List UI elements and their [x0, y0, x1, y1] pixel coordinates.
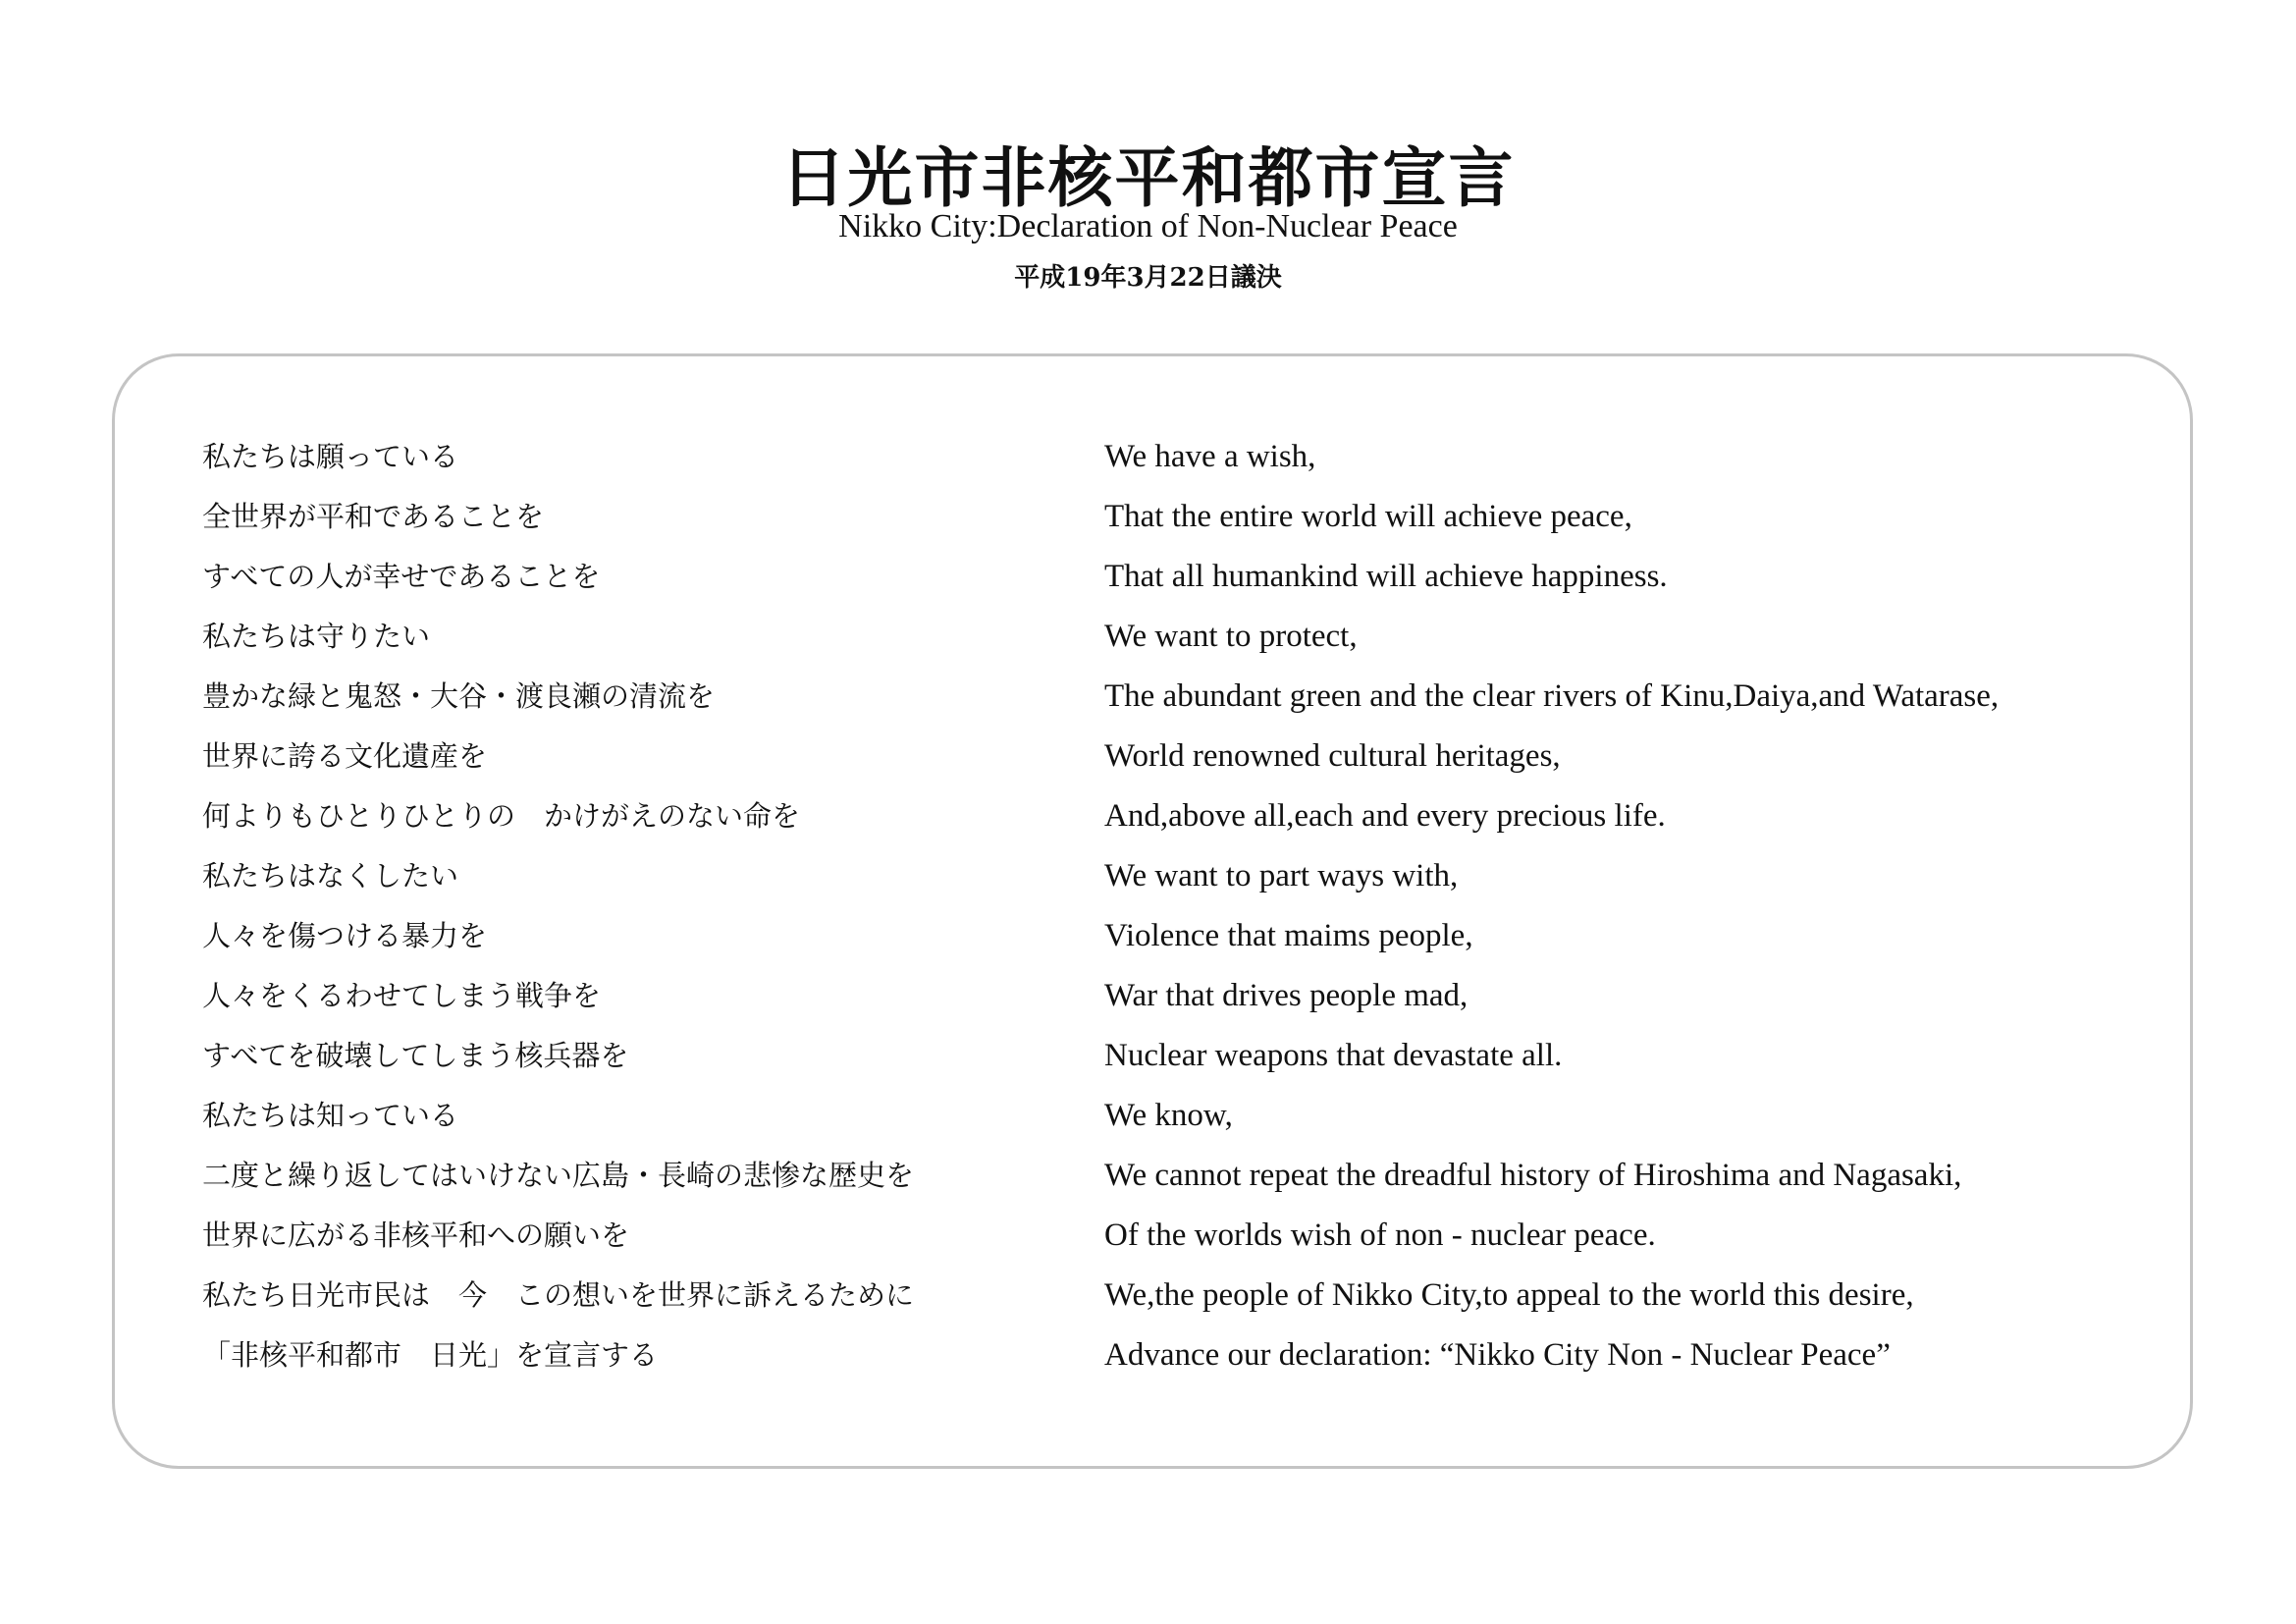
english-text-column [1104, 432, 1999, 1390]
japanese-line: 私たちは知っている [202, 1099, 459, 1132]
japanese-line: 私たちは願っている [202, 440, 459, 473]
english-line: Violence that maims people, [1104, 918, 1473, 953]
japanese-line: 私たち日光市民は 今 この想いを世界に訴えるために [202, 1278, 915, 1312]
japanese-line: 何よりもひとりひとりの かけがえのない命を [202, 799, 801, 833]
english-line: We cannot repeat the dreadful history of Hiroshima and Nagasaki, [1104, 1158, 1962, 1193]
japanese-line: 豊かな緑と鬼怒・大谷・渡良瀬の清流を [202, 679, 716, 713]
english-line: The abundant green and the clear rivers of Kinu,Daiya,and Watarase, [1104, 678, 2000, 714]
page-title: 日光市非核平和都市宣言 [780, 139, 1516, 216]
english-line: War that drives people mad, [1104, 978, 1468, 1013]
japanese-text-column [202, 432, 914, 1390]
english-line: That all humankind will achieve happiness. [1104, 559, 1668, 594]
japanese-line: 二度と繰り返してはいけない広島・長崎の悲惨な歴史を [202, 1159, 915, 1192]
english-line: And,above all,each and every precious life. [1104, 798, 1666, 834]
english-line: Of the worlds wish of non - nuclear peace. [1104, 1218, 1656, 1253]
english-line: We,the people of Nikko City,to appeal to the world this desire, [1104, 1277, 1914, 1313]
japanese-line: 世界に誇る文化遺産を [202, 739, 488, 773]
japanese-line: 私たちはなくしたい [202, 859, 459, 893]
english-line: We have a wish, [1104, 439, 1316, 474]
english-line: We want to part ways with, [1104, 858, 1459, 893]
english-line: We want to protect, [1104, 619, 1358, 654]
english-line: That the entire world will achieve peace, [1104, 499, 1632, 534]
japanese-line: 全世界が平和であることを [202, 500, 545, 533]
japanese-line: すべてを破壊してしまう核兵器を [202, 1039, 629, 1072]
english-line: Nuclear weapons that devastate all. [1104, 1038, 1563, 1073]
japanese-line: 「非核平和都市 日光」を宣言する [202, 1338, 659, 1372]
japanese-line: 人々を傷つける暴力を [202, 919, 488, 952]
resolution-date: 平成19年3月22日議決 [1014, 263, 1282, 293]
japanese-line: 世界に広がる非核平和への願いを [202, 1218, 630, 1252]
japanese-line: すべての人が幸せであることを [202, 560, 601, 593]
page-subtitle: Nikko City:Declaration of Non-Nuclear Peace [838, 208, 1458, 244]
english-line: World renowned cultural heritages, [1104, 738, 1561, 774]
japanese-line: 人々をくるわせてしまう戦争を [202, 979, 602, 1012]
japanese-line: 私たちは守りたい [202, 620, 431, 653]
english-line: Advance our declaration: “Nikko City Non - Nuclear Peace” [1104, 1337, 1891, 1373]
english-line: We know, [1104, 1098, 1233, 1133]
